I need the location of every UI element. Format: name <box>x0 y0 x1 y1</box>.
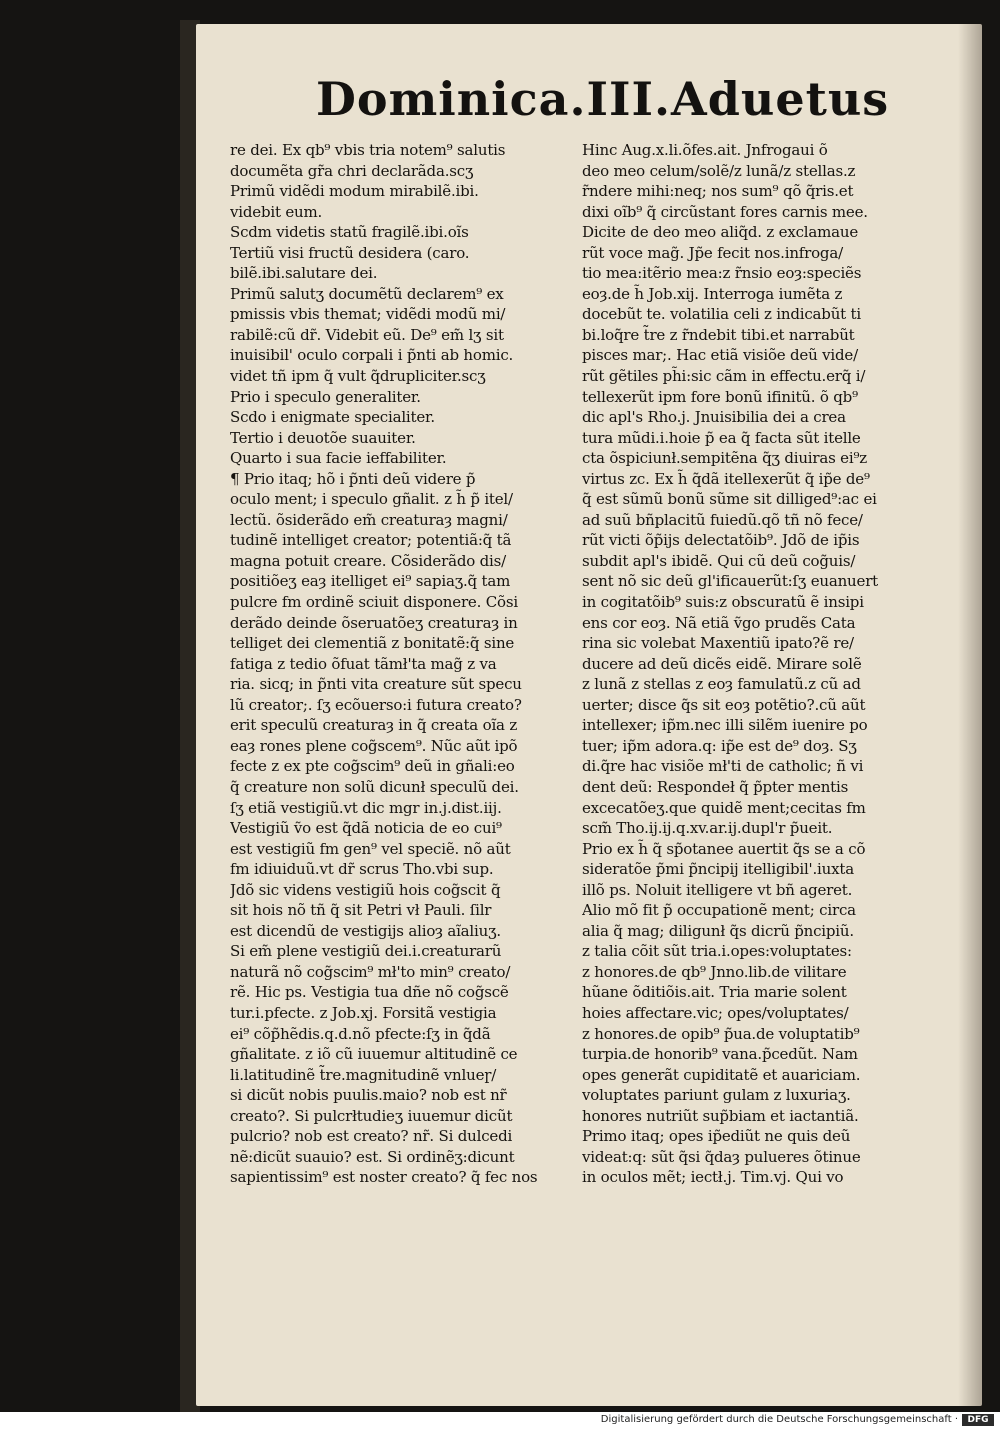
text-line: virtus zc. Ex h̃ q̃dã itellexerũt q̃ ip̃e de⁹ <box>582 469 870 488</box>
dfg-logo: DFG <box>962 1414 994 1426</box>
text-line: in oculos mẽt; iectł.j. Tim.vj. Qui vo <box>582 1168 844 1187</box>
text-line: dent deũ: Respondeł q̃ p̃pter mentis <box>582 777 849 796</box>
text-column-left <box>230 140 578 1188</box>
text-line: creato?. Si pulcrłtudieʒ iuuemur dicũt <box>230 1106 513 1125</box>
text-line: est vestigiũ fm gen⁹ vel speciẽ. nõ aũt <box>230 839 511 858</box>
text-line: turpia.de honorib⁹ vana.p̃cedũt. Nam <box>582 1045 858 1064</box>
text-line: sit hois nõ tñ q̃ sit Petri vł Pauli. ſilr <box>230 901 492 920</box>
text-line: pulcrio? nob est creato? nr̃. Si dulcedi <box>230 1127 513 1146</box>
text-line: videt tñ ipm q̃ vult q̃drupliciter.scʒ <box>230 367 486 386</box>
text-line: si dicũt nobis puulis.maio? nob est nr̃ <box>230 1086 507 1105</box>
text-line: z honores.de qb⁹ Jnno.lib.de vilitare <box>582 962 847 981</box>
text-line: tura mũdi.i.hoie p̃ ea q̃ facta sũt itelle <box>582 428 861 447</box>
text-line: Si em̃ plene vestigiũ dei.i.creaturarũ <box>230 942 502 961</box>
text-line: rũt victi õp̃ijs delectatõib⁹. Jdõ de ip̃is <box>582 531 860 550</box>
text-line: positiõeʒ eaȝ itelliget ei⁹ sapiaʒ.q̃ tam <box>230 572 511 591</box>
text-line: eaȝ rones plene cog̃scem⁹. Nũc aũt ipõ <box>230 736 518 755</box>
text-line: tur.i.pfecte. z Job.xj. Forsitã vestigia <box>230 1003 497 1022</box>
text-line: Alio mõ fit p̃ occupationẽ ment; circa <box>582 901 856 920</box>
text-line: Prio i speculo generaliter. <box>230 387 421 406</box>
text-line: z honores.de opib⁹ p̃ua.de voluptatib⁹ <box>582 1024 860 1043</box>
text-line: inuisibil' oculo corpali i p̃nti ab homic. <box>230 346 514 365</box>
text-line: ¶ Prio itaq; hõ i p̃nti deũ videre p̃ <box>230 469 476 488</box>
footer-credit: Digitalisierung gefördert durch die Deutsche Forschungsgemeinschaft · <box>600 1414 958 1425</box>
text-line: bilẽ.ibi.salutare dei. <box>230 264 378 283</box>
text-line: pisces mar;. Hac etiã visiõe deũ vide/ <box>582 346 858 365</box>
text-line: docebũt te. volatilia celi z indicabũt ti <box>582 305 861 324</box>
text-line: re dei. Ex qb⁹ vbis tria notem⁹ salutis <box>230 141 506 159</box>
text-line: videbit eum. <box>230 202 323 221</box>
text-line: q̃ est sũmũ bonũ sũme sit dilliged⁹:ac ei <box>582 490 877 509</box>
text-line: dixi oĩb⁹ q̃ circũstant fores carnis mee. <box>582 202 868 221</box>
text-line: gñalitate. z iõ cũ iuuemur altitudinẽ ce <box>230 1045 518 1064</box>
text-line: uerter; disce q̃s sit eoȝ potẽtio?.cũ aũt <box>582 695 866 714</box>
text-line: subdit apl's ibidẽ. Qui cũ deũ cog̃uis/ <box>582 551 856 570</box>
text-line: excecatõeʒ.que quidẽ ment;cecitas fm <box>582 798 866 817</box>
text-line: Jdõ sic videns vestigiũ hois cog̃scit q̃ <box>230 880 501 899</box>
text-line: fm idiuiduũ.vt dr̃ scrus Tho.vbi sup. <box>230 860 494 879</box>
text-line: rabilẽ:cũ dr̃. Videbit eũ. De⁹ em̃ lʒ sit <box>230 325 504 344</box>
text-line: di.q̃re hac visiõe mł'ti de catholic; ñ vi <box>582 757 864 776</box>
text-line: honores nutriũt sup̃biam et iactantiã. <box>582 1106 859 1125</box>
text-line: rũt voce mag̃. Jp̃e fecit nos.infroga/ <box>582 243 843 262</box>
running-head: Dominica.III.Aduetus <box>316 72 890 126</box>
text-line: ducere ad deũ dicẽs eidẽ. Mirare solẽ <box>582 654 862 673</box>
text-line: tudinẽ intelliget creator; potentiã:q̃ tã <box>230 531 512 550</box>
footer-bar <box>0 1412 1000 1430</box>
text-line: est dicendũ de vestigijs alioȝ aĩaliuʒ. <box>230 921 501 940</box>
text-line: erit speculũ creaturaȝ in q̃ creata oĩa z <box>230 716 518 735</box>
text-line: eoȝ.de h̃ Job.xij. Interroga iumẽta z <box>582 284 843 303</box>
text-line: lũ creator;. ſʒ ecõuerso:i futura creato? <box>230 695 522 714</box>
text-line: pmissis vbis themat; vidẽdi modũ mi/ <box>230 305 506 324</box>
text-line: ria. sicq; in p̃nti vita creature sũt specu <box>230 675 522 694</box>
text-line: rẽ. Hic ps. Vestigia tua dñe nõ cog̃scẽ <box>230 983 509 1002</box>
text-line: ei⁹ cõp̃hẽdis.q.d.nõ pfecte:ſʒ in q̃dã <box>230 1024 491 1043</box>
text-line: voluptates pariunt gulam z luxuriaʒ. <box>582 1086 851 1105</box>
text-line: illõ ps. Noluit itelligere vt bñ ageret. <box>582 880 853 899</box>
text-line: tio mea:itẽrio mea:z r̃nsio eoȝ:speciẽs <box>582 264 862 283</box>
text-line: hũane õditiõis.ait. Tria marie solent <box>582 983 847 1002</box>
text-line: naturã nõ cog̃scim⁹ mł'to min⁹ creato/ <box>230 962 511 981</box>
text-line: cta õspiciunł.sempitẽna q̃ʒ diuiras ei⁹z <box>582 449 867 468</box>
text-line: li.latitudinẽ t̃re.magnitudinẽ vnlueɼ/ <box>230 1065 497 1084</box>
text-line: Vestigiũ ṽo est q̃dã noticia de eo cui⁹ <box>230 819 502 838</box>
text-line: nẽ:dicũt suauio? est. Si ordinẽʒ:dicunt <box>230 1147 515 1166</box>
text-line: intellexer; ip̃m.nec illi silẽm iuenire po <box>582 716 868 735</box>
text-line: fecte z ex pte cog̃scim⁹ deũ in gñali:eo <box>230 757 515 776</box>
text-line: rũt gẽtiles ph̃i:sic cãm in effectu.erq̃ i/ <box>582 367 866 386</box>
text-line: bi.loq̃re t̃re z r̃ndebit tibi.et narrabũt <box>582 325 855 344</box>
text-line: dic apl's Rho.j. Jnuisibilia dei a crea <box>582 408 846 427</box>
text-line: documẽta gr̃a chri declarãda.scʒ <box>230 161 474 180</box>
text-line: hoies affectare.vic; opes/voluptates/ <box>582 1003 849 1022</box>
text-line: opes generãt cupiditatẽ et auariciam. <box>582 1065 861 1084</box>
text-line: Prio ex h̃ q̃ sp̃otanee auertit q̃s se a cõ <box>582 839 866 858</box>
text-line: r̃ndere mihi:neq; nos sum⁹ qõ q̃ris.et <box>582 182 854 201</box>
text-line: rina sic volebat Maxentiũ ipato?ẽ re/ <box>582 634 854 653</box>
text-line: telliget dei clementiã z bonitatẽ:q̃ sine <box>230 634 515 653</box>
text-line: z talia cõit sũt tria.i.opes:voluptates: <box>582 942 852 961</box>
text-line: ens cor eoȝ. Nã etiã ṽgo prudẽs Cata <box>582 613 856 632</box>
text-line: Scdo i enigmate specialiter. <box>230 408 435 427</box>
text-line: Tertiũ visi fructũ desidera (caro. <box>230 243 470 262</box>
text-line: Dicite de deo meo aliq̃d. z exclamaue <box>582 223 859 242</box>
text-line: oculo ment; i speculo gñalit. z h̃ p̃ itel/ <box>230 490 513 509</box>
text-line: videat:q: sũt q̃si q̃daȝ pulueres õtinue <box>582 1147 861 1166</box>
text-line: tuer; ip̃m adora.q: ip̃e est de⁹ doȝ. Sʒ <box>582 736 857 755</box>
text-line: sideratõe p̃mi p̃ncipij itelligibil'.iuxta <box>582 860 854 879</box>
text-line: lectũ. õsiderãdo em̃ creaturaȝ magni/ <box>230 510 508 529</box>
text-line: tellexerũt ipm fore bonũ ifinitũ. õ qb⁹ <box>582 387 858 406</box>
text-line: sent nõ sic deũ gl'ificauerũt:ſʒ euanuert <box>582 572 878 591</box>
text-line: ad suũ bñplacitũ fuiedũ.qõ tñ nõ fece/ <box>582 510 863 529</box>
text-line: scm̃ Tho.ij.ij.q.xv.ar.ij.dupl'r p̃ueit. <box>582 819 833 838</box>
text-line: q̃ creature non solũ dicunł speculũ dei. <box>230 777 519 796</box>
text-line: derãdo deinde õseruatõeʒ creaturaȝ in <box>230 613 518 632</box>
text-line: Hinc Aug.x.li.õfes.ait. Jnfrogaui õ <box>582 141 828 159</box>
text-line: Quarto i sua facie ieffabiliter. <box>230 449 447 468</box>
text-column-right <box>582 140 930 1188</box>
text-line: ſʒ etiã vestigiũ.vt dic mgr in.j.dist.iij. <box>230 798 502 817</box>
text-line: Scdm videtis statũ fragilẽ.ibi.oĩs <box>230 223 469 242</box>
text-line: Tertio i deuotõe suauiter. <box>230 428 416 447</box>
text-line: fatiga z tedio õfuat tãmł'ta mag̃ z va <box>230 654 497 673</box>
text-line: pulcre fm ordinẽ sciuit disponere. Cõsi <box>230 593 518 612</box>
text-line: Primũ vidẽdi modum mirabilẽ.ibi. <box>230 182 479 201</box>
text-line: Primo itaq; opes ip̃ediũt ne quis deũ <box>582 1127 851 1146</box>
text-line: sapientissim⁹ est noster creato? q̃ fec nos <box>230 1168 538 1187</box>
text-line: in cogitatõib⁹ suis:z obscuratũ ẽ insipi <box>582 593 864 612</box>
text-line: magna potuit creare. Cõsiderãdo dis/ <box>230 551 506 570</box>
text-line: z lunã z stellas z eoȝ famulatũ.z cũ ad <box>582 675 861 694</box>
text-line: alia q̃ mag; diligunł q̃s dicrũ p̃ncipiũ. <box>582 921 854 940</box>
text-line: Primũ salutʒ documẽtũ declarem⁹ ex <box>230 284 504 303</box>
page-edge-shadow <box>958 24 982 1406</box>
text-line: deo meo celum/solẽ/z lunã/z stellas.z <box>582 161 856 180</box>
